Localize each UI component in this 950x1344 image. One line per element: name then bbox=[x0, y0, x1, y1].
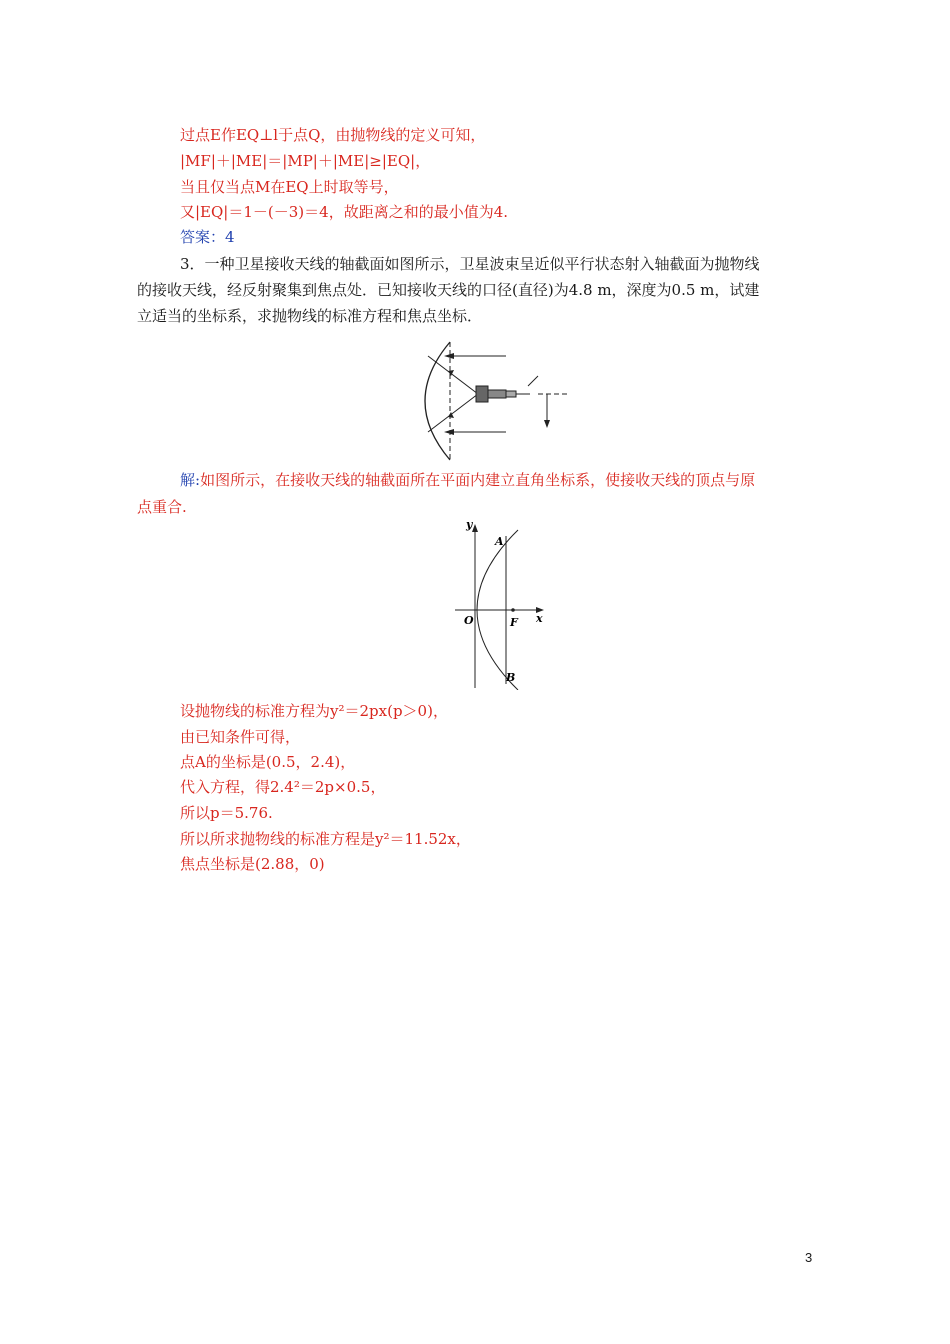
solution-step: 焦点坐标是(2.88，0) bbox=[180, 855, 325, 873]
solution-line: |MF|＋|ME|＝|MP|＋|ME|≥|EQ|， bbox=[180, 152, 431, 170]
focus-label: F bbox=[510, 616, 518, 629]
problem-text: 立适当的坐标系，求抛物线的标准方程和焦点坐标． bbox=[137, 307, 483, 325]
solution-intro: 解:如图所示，在接收天线的轴截面所在平面内建立直角坐标系，使接收天线的顶点与原 bbox=[180, 471, 756, 489]
problem-text: 3．一种卫星接收天线的轴截面如图所示，卫星波束呈近似平行状态射入轴截面为抛物线 bbox=[180, 255, 760, 273]
origin-label: O bbox=[464, 614, 474, 627]
parabola-figure bbox=[450, 518, 550, 690]
x-axis-label: x bbox=[536, 612, 543, 625]
solution-line: 过点E作EQ⊥l于点Q，由抛物线的定义可知， bbox=[180, 126, 486, 144]
page-number: 3 bbox=[805, 1250, 813, 1265]
problem-text: 的接收天线，经反射聚集到焦点处．已知接收天线的口径(直径)为4.8 m，深度为0.5 m，试建 bbox=[137, 281, 760, 299]
solution-step: 设抛物线的标准方程为y²＝2px(p＞0)， bbox=[180, 702, 448, 720]
solution-step: 所以p＝5.76. bbox=[180, 804, 273, 822]
point-a-label: A bbox=[495, 535, 504, 548]
solution-intro-cont: 点重合. bbox=[137, 498, 187, 516]
antenna-figure bbox=[410, 336, 585, 466]
solution-step: 点A的坐标是(0.5，2.4)， bbox=[180, 753, 356, 771]
solution-step: 所以所求抛物线的标准方程是y²＝11.52x， bbox=[180, 830, 471, 848]
solution-step: 由已知条件可得， bbox=[180, 728, 301, 746]
solution-label: 解: bbox=[180, 471, 201, 489]
solution-step: 代入方程，得2.4²＝2p×0.5， bbox=[180, 778, 386, 796]
solution-line: 又|EQ|＝1－(－3)＝4，故距离之和的最小值为4. bbox=[180, 203, 509, 221]
point-b-label: B bbox=[506, 671, 516, 684]
solution-line: 当且仅当点M在EQ上时取等号， bbox=[180, 178, 399, 196]
y-axis-label: y bbox=[466, 518, 473, 531]
answer-line: 答案：4 bbox=[180, 228, 235, 246]
